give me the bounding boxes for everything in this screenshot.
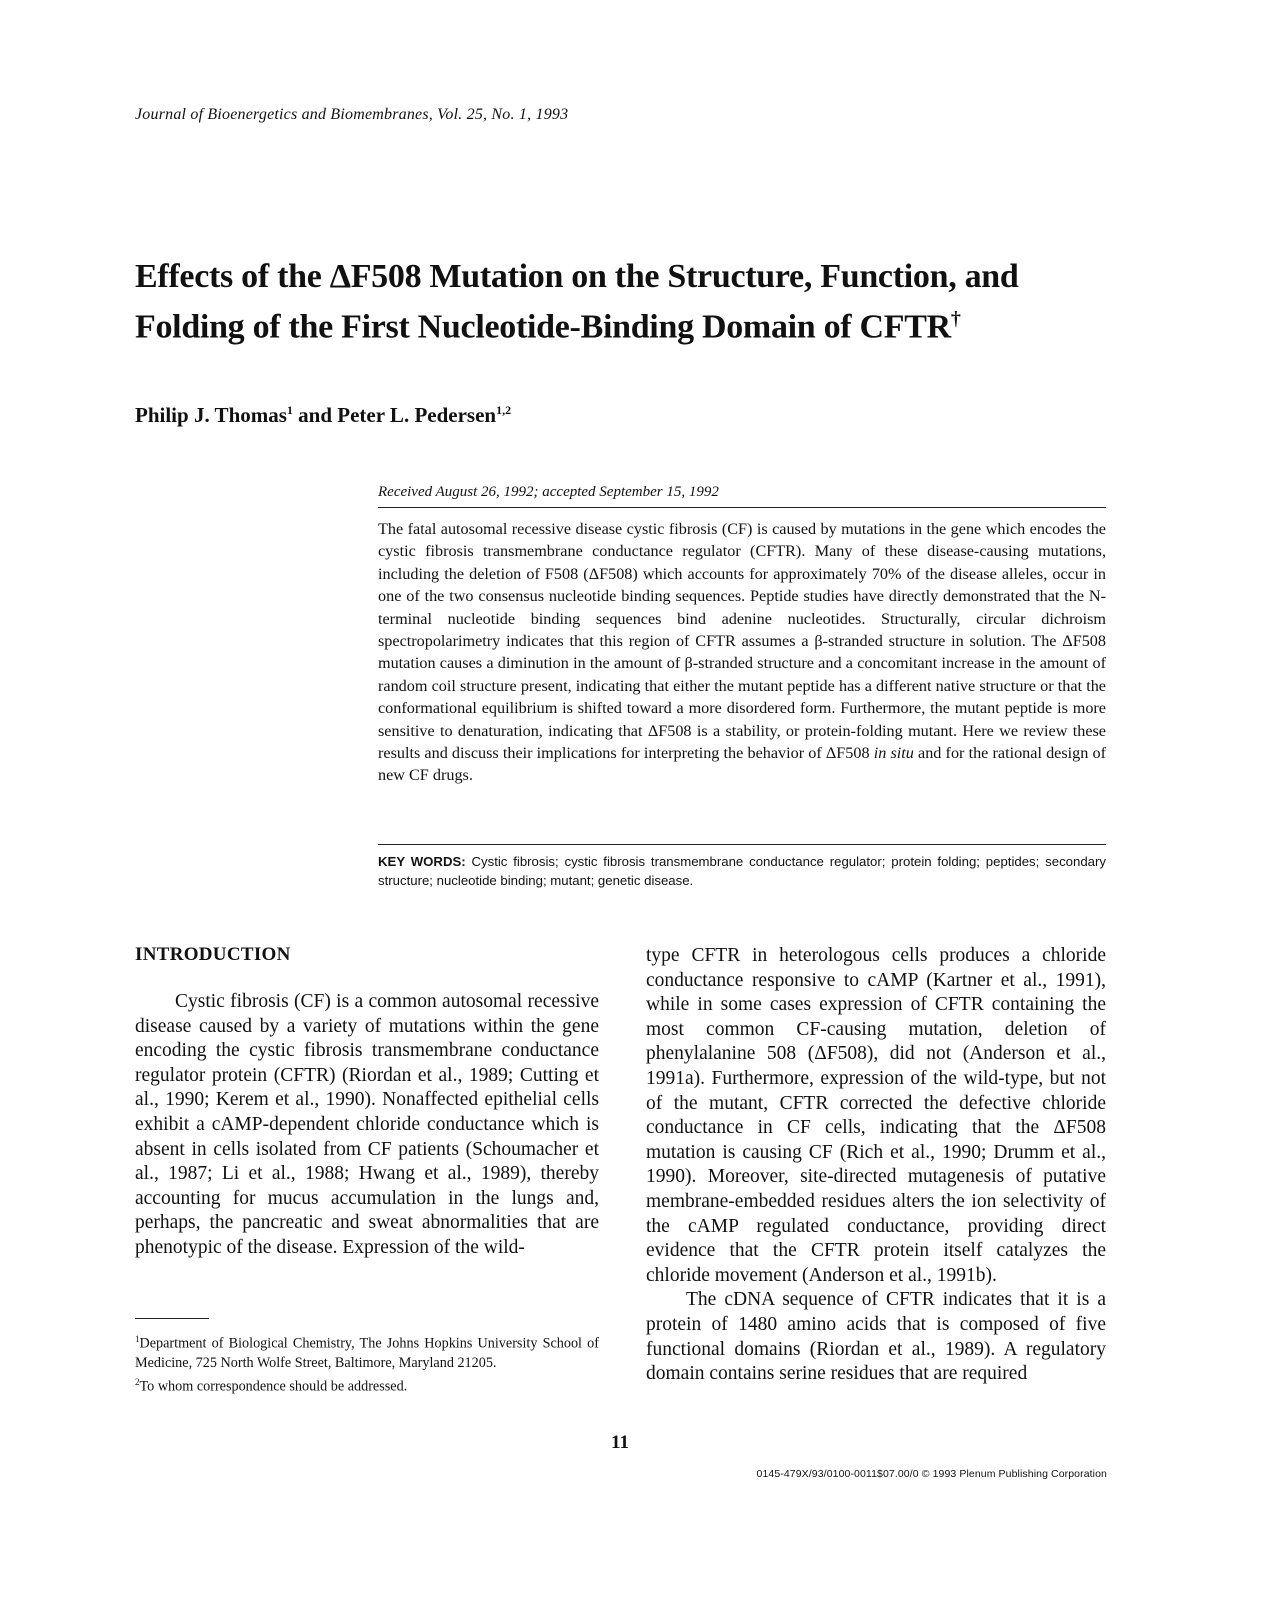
keywords-label: KEY WORDS: bbox=[378, 854, 466, 869]
title-line-2: Folding of the First Nucleotide-Binding Domain of CFTR bbox=[135, 308, 951, 346]
footnote-rule bbox=[135, 1318, 209, 1319]
footnote-2-mark: 2 bbox=[135, 1376, 140, 1387]
footnote-2 bbox=[135, 1373, 599, 1397]
right-column bbox=[646, 944, 1106, 1387]
copyright-line: 0145-479X/93/0100-0011$07.00/0 © 1993 Plenum Publishing Corporation bbox=[756, 1468, 1107, 1480]
title-line-1: Effects of the ΔF508 Mutation on the Structure, Function, and bbox=[135, 258, 1019, 295]
keywords-text: Cystic fibrosis; cystic fibrosis transmembrane conductance regulator; protein folding; peptides; secondary structure; nucleotide binding; mutant; genetic disease. bbox=[378, 854, 1106, 888]
section-heading-introduction: INTRODUCTION bbox=[135, 944, 291, 965]
article-title bbox=[135, 256, 1135, 348]
footnotes bbox=[135, 1330, 599, 1396]
intro-paragraph-2: The cDNA sequence of CFTR indicates that it is a protein of 1480 amino acids that is composed of five functional domains (Riordan et al., 1989). A regulatory domain contains serine residues that are required bbox=[646, 1289, 1106, 1385]
abstract-top-rule bbox=[378, 507, 1106, 508]
footnote-1 bbox=[135, 1330, 599, 1373]
author-2-affiliation: 1,2 bbox=[496, 403, 512, 417]
author-joiner: and bbox=[292, 403, 338, 427]
author-1-affiliation: 1 bbox=[286, 403, 293, 417]
abstract-text-1: The fatal autosomal recessive disease cystic fibrosis (CF) is caused by mutations in the gene which encodes the cystic fibrosis transmembrane conductance regulator (CFTR). Many of these disease-causing mutations, including the deletion of F508 (ΔF508) which accounts for approximately 70% of the disease alleles, occur in one of the two consensus nucleotide binding sequences. Peptide studies have directly demonstrated that the N-terminal nucleotide binding sequences bind adenine nucleotides. Structurally, circular dichroism spectropolarimetry indicates that this region of CFTR assumes a β-stranded structure in solution. The ΔF508 mutation causes a diminution in the amount of β-stranded structure and a concomitant increase in the amount of random coil structure present, indicating that either the mutant peptide has a different native structure or that the conformational equilibrium is shifted toward a more disordered form. Furthermore, the mutant peptide is more sensitive to denaturation, indicating that ΔF508 is a stability, or protein-folding mutant. Here we review these results and discuss their implications for interpreting the behavior of ΔF508 bbox=[378, 520, 1106, 763]
journal-citation: Journal of Bioenergetics and Biomembranes, Vol. 25, No. 1, 1993 bbox=[135, 106, 569, 123]
author-list bbox=[135, 403, 511, 428]
received-dates: Received August 26, 1992; accepted September 15, 1992 bbox=[378, 484, 719, 500]
footnote-1-mark: 1 bbox=[135, 1334, 140, 1344]
footnote-2-text: To whom correspondence should be addressed. bbox=[139, 1378, 408, 1395]
abstract-bottom-rule bbox=[378, 844, 1106, 845]
left-column bbox=[135, 944, 599, 1261]
abstract-text-2: and for the rational design of new CF drugs. bbox=[378, 744, 1106, 785]
keywords bbox=[378, 853, 1106, 890]
page-number: 11 bbox=[611, 1432, 629, 1453]
footnote-1-text: Department of Biological Chemistry, The Johns Hopkins University School of Medicine, 725 North Wolfe Street, Baltimore, Maryland 21205. bbox=[135, 1335, 599, 1371]
intro-paragraph-1-continued: type CFTR in heterologous cells produces a chloride conductance responsive to cAMP (Kartner et al., 1991), while in some cases expression of CFTR containing the most common CF-causing mutation, deletion of phenylalanine 508 (ΔF508), did not (Anderson et al., 1991a). Furthermore, expression of the wild-type, but not of the mutant, CFTR corrected the defective chloride conductance in CF cells, indicating that the ΔF508 mutation is causing CF (Rich et al., 1990; Drumm et al., 1990). Moreover, site-directed mutagenesis of putative membrane-embedded residues alters the ion selectivity of the cAMP regulated conductance, providing direct evidence that the CFTR protein itself catalyzes the chloride movement (Anderson et al., 1991b). bbox=[646, 945, 1106, 1286]
title-footnote-mark: † bbox=[950, 308, 961, 330]
abstract bbox=[378, 518, 1106, 787]
abstract-italic: in situ bbox=[873, 744, 914, 763]
author-1: Philip J. Thomas bbox=[135, 403, 287, 427]
intro-paragraph-1: Cystic fibrosis (CF) is a common autosomal recessive disease caused by a variety of mutations within the gene encoding the cystic fibrosis transmembrane conductance regulator protein (CFTR) (Riordan et al., 1989; Cutting et al., 1990; Kerem et al., 1990). Nonaffected epithelial cells exhibit a cAMP-dependent chloride conductance which is absent in cells isolated from CF patients (Schoumacher et al., 1987; Li et al., 1988; Hwang et al., 1989), thereby accounting for mucus accumulation in the lungs and, perhaps, the pancreatic and sweat abnormalities that are phenotypic of the disease. Expression of the wild- bbox=[135, 991, 599, 1258]
author-2: Peter L. Pedersen bbox=[337, 403, 497, 427]
